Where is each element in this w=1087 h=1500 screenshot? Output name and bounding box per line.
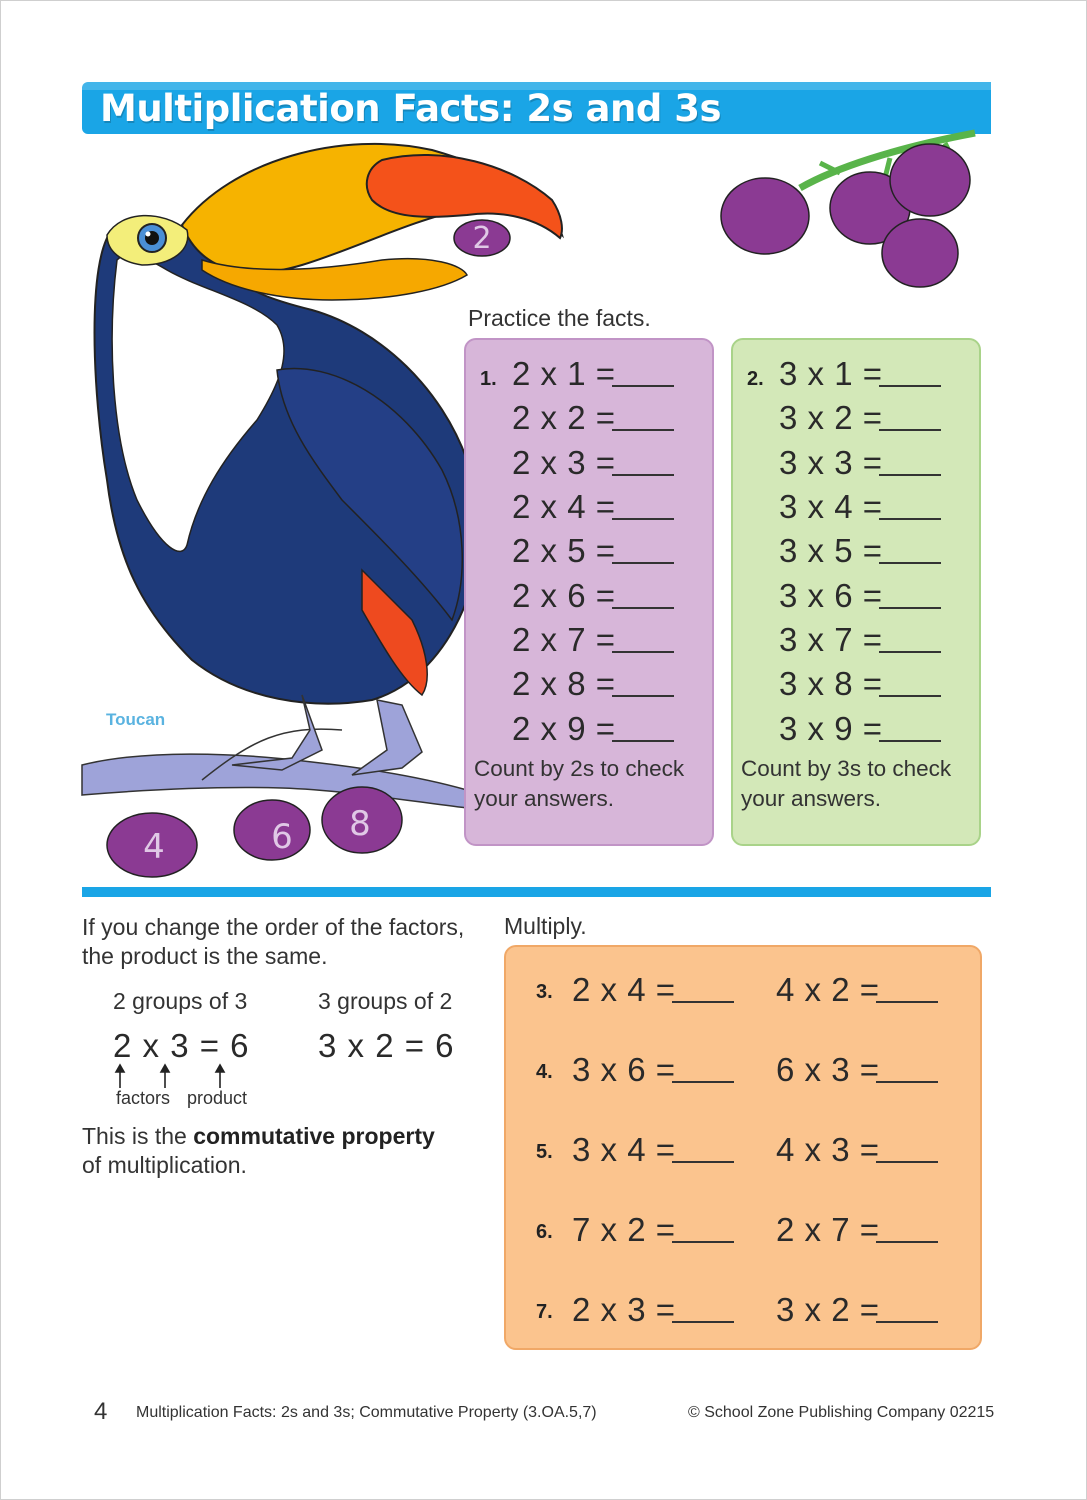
answer-blank[interactable] [672,1057,734,1083]
answer-blank[interactable] [879,671,941,697]
answer-blank[interactable] [612,538,674,564]
answer-blank[interactable] [876,1057,938,1083]
answer-blank[interactable] [879,405,941,431]
problem-number: 6. [536,1221,553,1243]
fact-expression: 2 x 7 = [512,620,616,658]
answer-blank[interactable] [879,361,941,387]
fact-expression: 3 x 6 = [779,576,883,614]
answer-blank[interactable] [612,627,674,653]
facts-list-2s [512,352,674,751]
fact-row [779,573,941,617]
fact-expression: 3 x 8 = [779,665,883,703]
fact-row [779,529,941,573]
multiply-left [572,971,734,1009]
fact-expression: 4 x 2 = [776,971,880,1008]
fact-row [779,441,941,485]
answer-blank[interactable] [876,977,938,1003]
answer-blank[interactable] [612,583,674,609]
fact-expression: 3 x 5 = [779,532,883,570]
answer-blank[interactable] [612,716,674,742]
toucan-illustration [82,140,492,880]
fact-row [779,662,941,706]
answer-blank[interactable] [879,716,941,742]
answer-blank[interactable] [612,494,674,520]
grapes-illustration [715,128,985,293]
section-divider [82,887,991,897]
fact-expression: 6 x 3 = [776,1051,880,1088]
answer-blank[interactable] [879,538,941,564]
fact-row [512,573,674,617]
fact-expression: 2 x 1 = [512,355,616,393]
arrow-up-icon [215,1064,225,1088]
commutative-intro: If you change the order of the factors, the product is the same. [82,914,465,969]
fact-expression: 3 x 9 = [779,709,883,747]
multiply-right [776,1131,938,1169]
problem-number: 4. [536,1061,553,1083]
problem-number: 1. [480,368,497,390]
fact-expression: 2 x 5 = [512,532,616,570]
answer-blank[interactable] [612,450,674,476]
product-label: product [187,1088,248,1108]
fact-expression: 3 x 2 = [776,1291,880,1328]
fact-expression: 2 x 7 = [776,1211,880,1248]
fact-expression: 2 x 8 = [512,665,616,703]
fact-row [512,706,674,750]
fact-expression: 3 x 2 = [779,399,883,437]
commutative-definition [82,1122,482,1180]
berry-number-6: 6 [271,817,293,857]
fact-expression: 2 x 4 = [572,971,676,1008]
footer-topic: Multiplication Facts: 2s and 3s; Commutative Property (3.OA.5,7) [136,1404,597,1421]
fact-row [512,485,674,529]
answer-blank[interactable] [612,405,674,431]
multiply-instruction: Multiply. [504,913,587,939]
multiply-left [572,1131,734,1169]
facts-list-3s [779,352,941,751]
berry-number-4: 4 [143,827,165,867]
practice-instruction: Practice the facts. [468,305,651,331]
multiply-row [506,969,984,1013]
multiply-right [776,971,938,1009]
fact-row [512,618,674,662]
title-bar [82,82,991,134]
problem-number: 7. [536,1301,553,1323]
answer-blank[interactable] [672,1297,734,1323]
group-label-b: 3 groups of 2 [318,988,453,1014]
equation-b: 3 x 2 = 6 [318,1027,455,1064]
answer-blank[interactable] [672,977,734,1003]
answer-blank[interactable] [879,494,941,520]
answer-blank[interactable] [879,450,941,476]
fact-expression: 7 x 2 = [572,1211,676,1248]
answer-blank[interactable] [876,1297,938,1323]
multiply-right [776,1051,938,1089]
fact-expression: 3 x 7 = [779,620,883,658]
count-note-3s: Count by 3s to check your answers. [741,756,952,811]
fact-expression: 3 x 4 = [572,1131,676,1168]
definition-end: of multiplication. [82,1152,247,1178]
multiply-row [506,1289,984,1333]
answer-blank[interactable] [879,627,941,653]
facts-box-2s [464,338,714,846]
fact-row [512,441,674,485]
multiply-left [572,1051,734,1089]
multiply-right [776,1291,938,1329]
answer-blank[interactable] [876,1137,938,1163]
problem-number: 2. [747,368,764,390]
fact-row [512,396,674,440]
answer-blank[interactable] [879,583,941,609]
page-title: Multiplication Facts: 2s and 3s [100,87,721,130]
equation-a: 2 x 3 = 6 [113,1027,250,1064]
fact-expression: 3 x 4 = [779,488,883,526]
multiply-row [506,1129,984,1173]
fact-expression: 2 x 4 = [512,488,616,526]
fact-expression: 2 x 6 = [512,576,616,614]
problem-number: 5. [536,1141,553,1163]
multiply-row [506,1049,984,1093]
beak-berry-number: 2 [472,221,492,256]
facts-box-3s [731,338,981,846]
fact-row [779,485,941,529]
answer-blank[interactable] [672,1137,734,1163]
problem-number: 3. [536,981,553,1003]
fact-expression: 2 x 2 = [512,399,616,437]
fact-row [512,352,674,396]
group-label-a: 2 groups of 3 [113,988,248,1014]
answer-blank[interactable] [876,1217,938,1243]
arrow-up-icon [115,1064,125,1088]
fact-row [512,529,674,573]
count-note-2s: Count by 2s to check your answers. [474,756,685,811]
fact-expression: 2 x 3 = [512,443,616,481]
page-number: 4 [94,1398,108,1425]
footer-copyright: © School Zone Publishing Company 02215 [688,1404,995,1421]
multiply-box [504,945,982,1350]
fact-expression: 2 x 9 = [512,709,616,747]
definition-start: This is the [82,1123,194,1149]
toucan-label: Toucan [106,710,166,729]
fact-expression: 3 x 1 = [779,355,883,393]
fact-expression: 3 x 6 = [572,1051,676,1088]
multiply-right [776,1211,938,1249]
fact-row [779,706,941,750]
answer-blank[interactable] [612,361,674,387]
factors-label: factors [116,1088,171,1108]
berry-number-8: 8 [349,804,371,844]
fact-row [779,396,941,440]
fact-expression: 4 x 3 = [776,1131,880,1168]
fact-row [779,352,941,396]
multiply-row [506,1209,984,1253]
multiply-left [572,1291,734,1329]
fact-expression: 2 x 3 = [572,1291,676,1328]
fact-expression: 3 x 3 = [779,443,883,481]
arrow-up-icon [160,1064,170,1088]
fact-row [779,618,941,662]
answer-blank[interactable] [612,671,674,697]
fact-row [512,662,674,706]
definition-term: commutative property [193,1123,435,1149]
multiply-left [572,1211,734,1249]
answer-blank[interactable] [672,1217,734,1243]
